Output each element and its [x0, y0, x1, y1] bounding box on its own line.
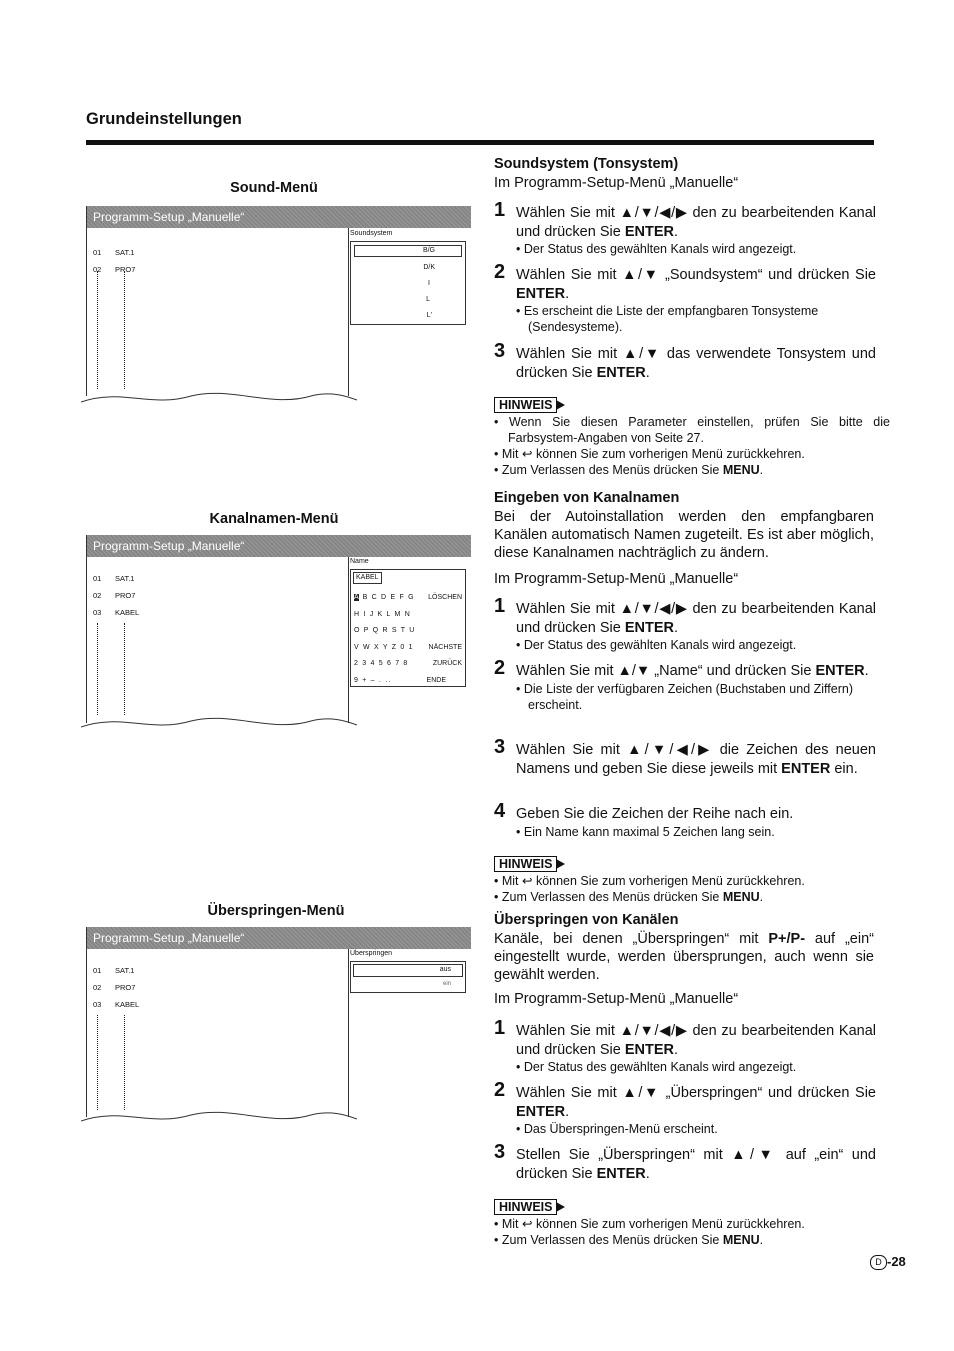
- dotted-line: [124, 271, 125, 389]
- option-bg[interactable]: B/G: [422, 247, 435, 254]
- kanalnamen-step-2: 2 Wählen Sie mit ▲/▼ „Name“ und drücken Sie ENTER. • Die Liste der verfügbaren Zeichen (Buchstaben und Ziffern) erscheint.: [494, 657, 869, 712]
- name-keyboard: [350, 569, 466, 687]
- dotted-line: [97, 1015, 98, 1110]
- kanalnamen-intro: Bei der Autoinstallation werden den empfangbaren Kanälen automatisch Namen zugeteilt. Es ist aber möglich, diese Kanalnamen nachträglich zu ändern.: [494, 509, 874, 561]
- kanalnamen-step-1: 1 Wählen Sie mit ▲/▼/◀/▶ den zu bearbeitenden Kanal und drücken Sie ENTER. • Der Status des gewählten Kanals wird angezeigt.: [494, 595, 876, 652]
- skip-menu-bar: Programm-Setup „Manuelle“: [87, 927, 471, 949]
- name-panel-title: Name: [350, 558, 369, 565]
- channel-row: 01 SAT.1: [93, 248, 135, 257]
- ueberspringen-hinweis: HINWEIS • Mit ↩ können Sie zum vorherigen Menü zurückkehren. • Zum Verlassen des Menüs drücken Sie MENU.: [494, 1200, 805, 1247]
- name-channel-list: [93, 570, 140, 621]
- char-grid: [354, 590, 462, 689]
- char-row[interactable]: A B C D E F G: [354, 594, 415, 601]
- kanalnamen-intro-2: Im Programm-Setup-Menü „Manuelle“: [494, 571, 739, 587]
- soundsystem-step-3: 3 Wählen Sie mit ▲/▼ das verwendete Tonsystem und drücken Sie ENTER.: [494, 340, 876, 381]
- soundsystem-hinweis: HINWEIS • Wenn Sie diesen Parameter einstellen, prüfen Sie bitte die Farbsystem-Angaben von Seite 27. • Mit ↩ können Sie zum vorherigen Menü zurückkehren. • Zum Verlassen des Menüs drücken Sie MENU.: [494, 398, 890, 477]
- option-l-prime[interactable]: L': [426, 312, 432, 319]
- skip-channel-list: [93, 962, 140, 1013]
- channel-row: 03 KABEL: [93, 608, 140, 617]
- channel-row: 02 PRO7: [93, 265, 136, 274]
- option-aus[interactable]: aus: [439, 966, 451, 973]
- soundsystem-panel-title: Soundsystem: [350, 230, 393, 237]
- option-ein[interactable]: ein: [442, 981, 451, 987]
- kanalnamen-heading: Eingeben von Kanalnamen: [494, 490, 680, 506]
- char-row[interactable]: 9 + – . ..: [354, 676, 392, 684]
- sound-menu-title: Sound-Menü: [230, 180, 318, 196]
- name-menu-bar: Programm-Setup „Manuelle“: [87, 535, 471, 557]
- panel-divider: [348, 949, 349, 1117]
- sound-channel-list: [93, 244, 137, 278]
- char-row[interactable]: V W X Y Z 0 1: [354, 643, 414, 651]
- char-row[interactable]: O P Q R S T U: [354, 627, 416, 634]
- name-menu-title: Kanalnamen-Menü: [209, 511, 339, 527]
- channel-row: 03 KABEL: [93, 1000, 140, 1009]
- skip-panel-title: Überspringen: [350, 950, 393, 957]
- char-row[interactable]: H I J K L M N: [354, 610, 411, 618]
- panel-divider: [348, 557, 349, 723]
- page-number: D -28: [870, 1254, 906, 1270]
- name-menu-screen: [86, 535, 471, 723]
- option-dk[interactable]: D/K: [423, 264, 435, 271]
- zurueck-key[interactable]: ZURÜCK: [432, 660, 462, 667]
- ueberspringen-intro-2: Im Programm-Setup-Menü „Manuelle“: [494, 991, 739, 1007]
- loeschen-key[interactable]: LÖSCHEN: [428, 594, 462, 601]
- sound-menu-bar: Programm-Setup „Manuelle“: [87, 206, 471, 228]
- ende-key[interactable]: ENDE: [426, 676, 446, 684]
- dotted-line: [124, 623, 125, 715]
- channel-row: 02 PRO7: [93, 591, 136, 600]
- soundsystem-step-2: 2 Wählen Sie mit ▲/▼ „Soundsystem“ und drücken Sie ENTER. • Es erscheint die Liste der empfangbaren Tonsysteme (Sendesysteme).: [494, 261, 876, 334]
- skip-option-list: [350, 961, 466, 993]
- section-rule: [86, 140, 874, 145]
- kanalnamen-step-3: 3 Wählen Sie mit ▲/▼/◀/▶ die Zeichen des neuen Namens und geben Sie diese jeweils mit ENTER ein.: [494, 736, 876, 777]
- ueberspringen-heading: Überspringen von Kanälen: [494, 912, 679, 928]
- channel-row: 01 SAT.1: [93, 966, 135, 975]
- soundsystem-step-1: 1 Wählen Sie mit ▲/▼/◀/▶ den zu bearbeitenden Kanal und drücken Sie ENTER. • Der Status des gewählten Kanals wird angezeigt.: [494, 199, 876, 256]
- torn-edge: [81, 711, 357, 733]
- skip-menu-title: Überspringen-Menü: [207, 903, 345, 919]
- option-i[interactable]: I: [428, 280, 430, 287]
- ueberspringen-step-2: 2 Wählen Sie mit ▲/▼ „Überspringen“ und drücken Sie ENTER. • Das Überspringen-Menü erscheint.: [494, 1079, 876, 1136]
- dotted-line: [124, 1015, 125, 1110]
- ueberspringen-intro: Kanäle, bei denen „Überspringen“ mit P+/P- auf „ein“ eingestellt wurde, werden übersprungen, auch wenn sie gewählt werden.: [494, 931, 874, 983]
- kanalnamen-step-4: 4 Geben Sie die Zeichen der Reihe nach ein. • Ein Name kann maximal 5 Zeichen lang sein.: [494, 800, 794, 839]
- section-title: Grundeinstellungen: [86, 110, 242, 128]
- ueberspringen-step-1: 1 Wählen Sie mit ▲/▼/◀/▶ den zu bearbeitenden Kanal und drücken Sie ENTER. • Der Status des gewählten Kanals wird angezeigt.: [494, 1017, 876, 1074]
- channel-row: 02 PRO7: [93, 983, 136, 992]
- option-l[interactable]: L: [426, 296, 430, 303]
- kanalnamen-hinweis: HINWEIS • Mit ↩ können Sie zum vorherigen Menü zurückkehren. • Zum Verlassen des Menüs drücken Sie MENU.: [494, 857, 805, 904]
- dotted-line: [97, 271, 98, 389]
- torn-edge: [81, 1105, 357, 1127]
- panel-divider: [348, 228, 349, 396]
- dotted-line: [97, 623, 98, 715]
- naechste-key[interactable]: NÄCHSTE: [428, 643, 462, 651]
- torn-edge: [81, 386, 357, 408]
- soundsystem-heading: Soundsystem (Tonsystem): [494, 156, 679, 172]
- skip-menu-screen: [86, 927, 471, 1117]
- channel-row: 01 SAT.1: [93, 574, 135, 583]
- sound-menu-screen: [86, 206, 471, 396]
- soundsystem-intro: Im Programm-Setup-Menü „Manuelle“: [494, 175, 739, 191]
- soundsystem-option-list: [350, 241, 466, 325]
- name-entry-field[interactable]: KABEL: [353, 572, 382, 584]
- char-row[interactable]: 2 3 4 5 6 7 8: [354, 660, 409, 667]
- ueberspringen-step-3: 3 Stellen Sie „Überspringen“ mit ▲/▼ auf „ein“ und drücken Sie ENTER.: [494, 1141, 876, 1182]
